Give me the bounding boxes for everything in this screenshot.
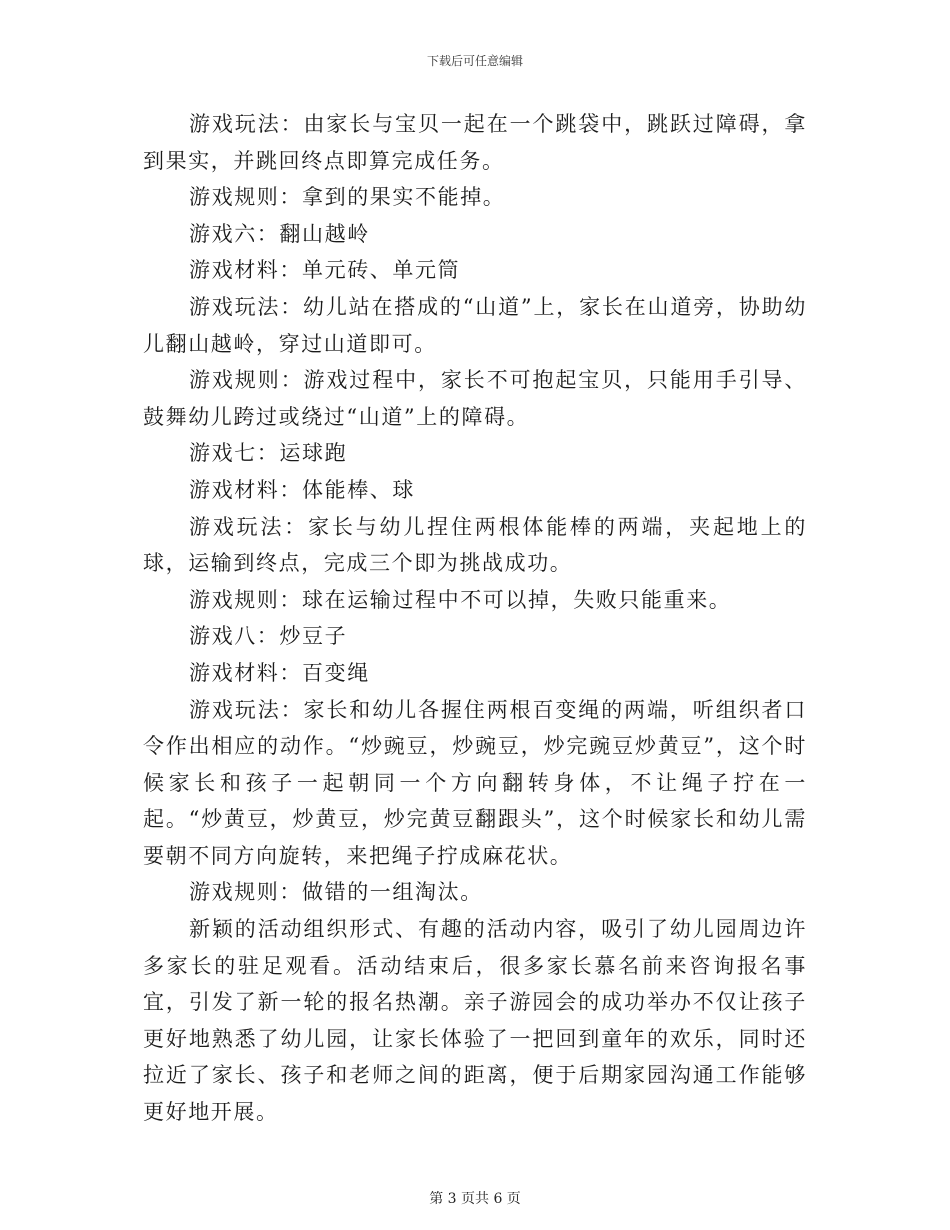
paragraph-game-eight-material: 游戏材料：百变绳 — [189, 660, 370, 685]
paragraph-game-six-play: 游戏玩法：幼儿站在搭成的“山道”上，家长在山道旁，协助幼儿翻山越岭，穿过山道即可。 — [143, 294, 807, 356]
page-footer: 第 3 页共 6 页 — [429, 1191, 521, 1207]
paragraph-game-seven-title: 游戏七：运球跑 — [189, 441, 348, 466]
paragraph-game-five-play: 游戏玩法：由家长与宝贝一起在一个跳袋中，跳跃过障碍，拿到果实，并跳回终点即算完成任务。 — [143, 112, 807, 173]
paragraph-game-eight-play: 游戏玩法：家长和幼儿各握住两根百变绳的两端，听组织者口令作出相应的动作。“炒豌豆，炒豌豆，炒完豌豆炒黄豆”，这个时候家长和孩子一起朝同一个方向翻转身体，不让绳子拧在一起。“炒黄豆，炒黄豆，炒完黄豆翻跟头”，这个时候家长和幼儿需要朝不同方向旋转，来把绳子拧成麻花状。 — [143, 697, 807, 868]
paragraph-game-six-title: 游戏六：翻山越岭 — [189, 221, 370, 246]
paragraph-game-seven-rule: 游戏规则：球在运输过程中不可以掉，失败只能重来。 — [189, 587, 732, 612]
paragraph-summary: 新颖的活动组织形式、有趣的活动内容，吸引了幼儿园周边许多家长的驻足观看。活动结束后，很多家长慕名前来咨询报名事宜，引发了新一轮的报名热潮。亲子游园会的成功举办不仅让孩子更好地熟悉了幼儿园，让家长体验了一把回到童年的欢乐，同时还拉近了家长、孩子和老师之间的距离，便于后期家园沟通工作能够更好地开展。 — [143, 917, 807, 1125]
paragraph-game-six-rule: 游戏规则：游戏过程中，家长不可抱起宝贝，只能用手引导、鼓舞幼儿跨过或绕过“山道”上的障碍。 — [143, 368, 807, 429]
page-header: 下载后可任意编辑 — [426, 54, 523, 68]
paragraph-game-eight-rule: 游戏规则：做错的一组淘汰。 — [189, 880, 483, 905]
paragraph-game-seven-play: 游戏玩法：家长与幼儿捏住两根体能棒的两端，夹起地上的球，运输到终点，完成三个即为挑战成功。 — [143, 514, 807, 576]
paragraph-game-six-material: 游戏材料：单元砖、单元筒 — [189, 258, 461, 283]
paragraph-game-five-rule: 游戏规则：拿到的果实不能掉。 — [189, 185, 506, 210]
document-body — [143, 106, 807, 1131]
paragraph-game-eight-title: 游戏八：炒豆子 — [189, 624, 348, 649]
paragraph-game-seven-material: 游戏材料：体能棒、球 — [189, 477, 415, 502]
